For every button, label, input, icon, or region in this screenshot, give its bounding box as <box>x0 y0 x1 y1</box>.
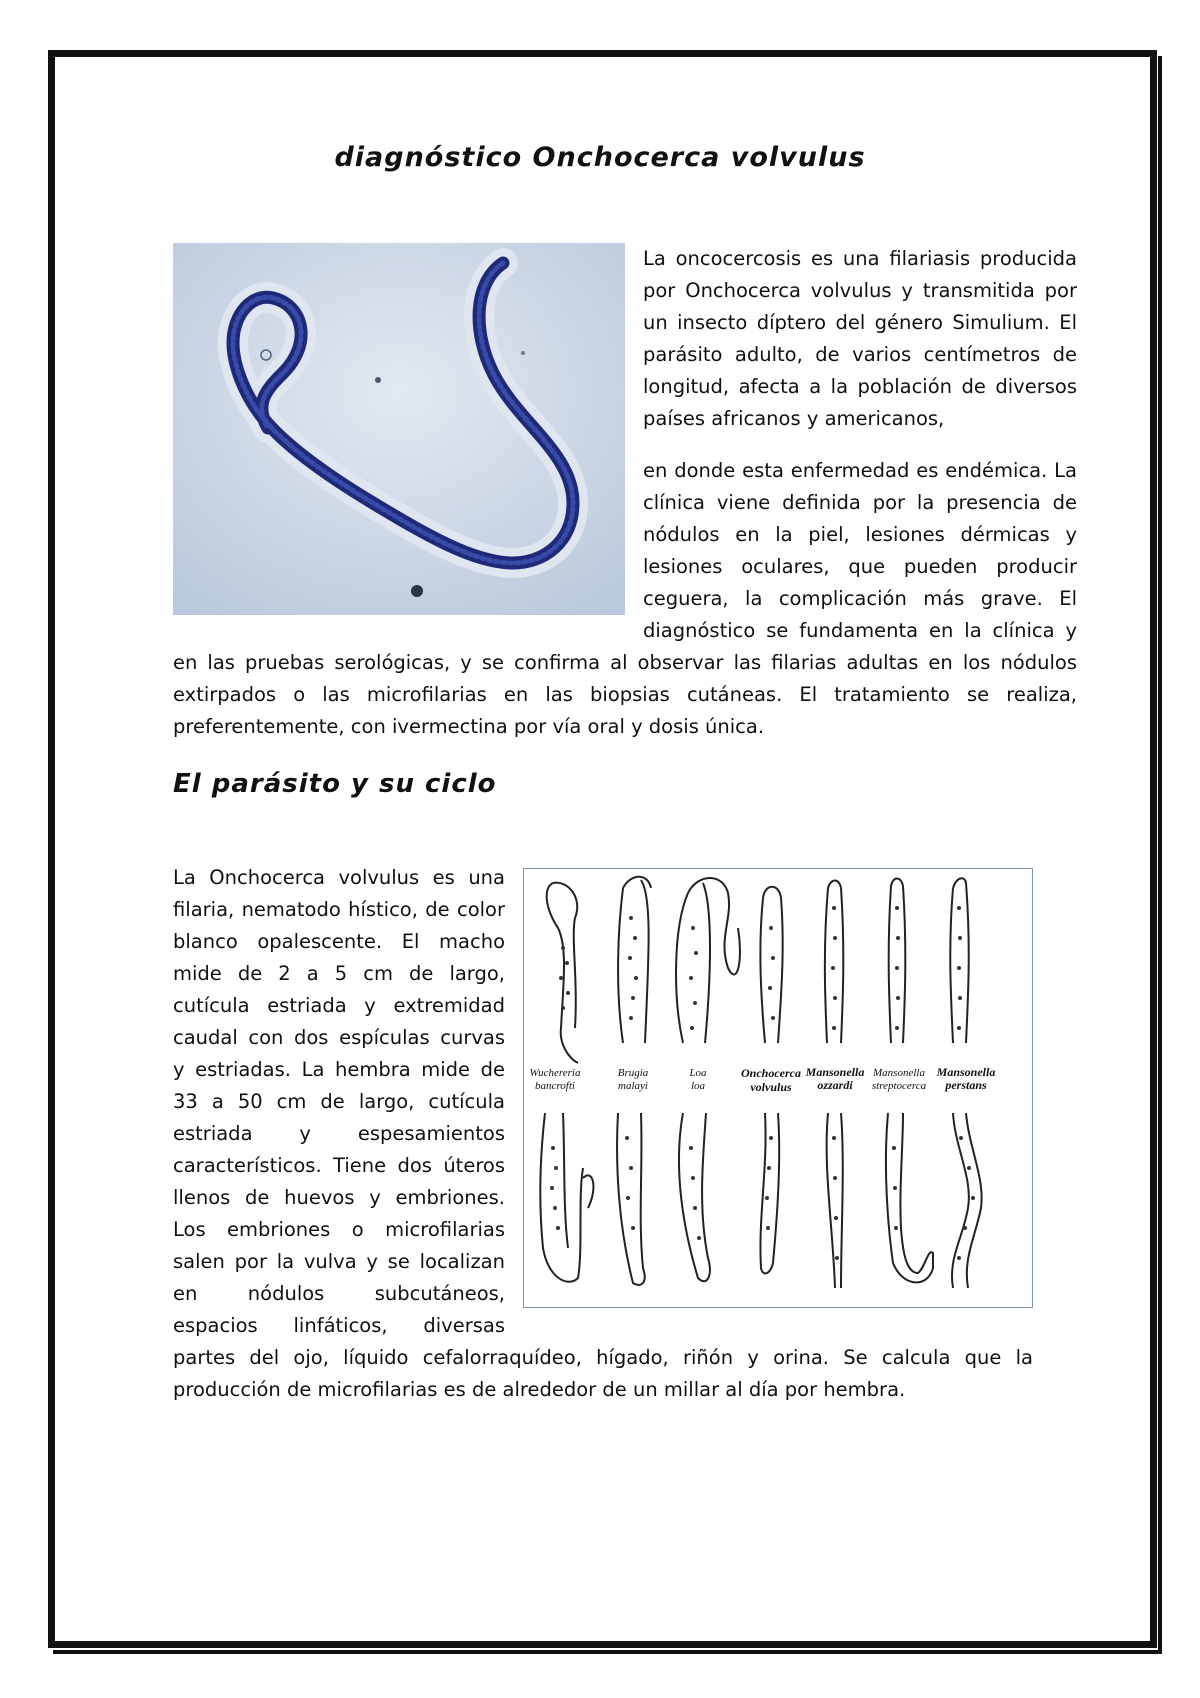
intro-paragraph-part-a: La oncocercosis es una filariasis producida por Onchocerca volvulus y transmitida por un insecto díptero del género Simulium. El parásito adulto, de varios centímetros de longitud, afecta a la población de diversos países africanos y americanos, <box>643 247 1077 430</box>
label-ozzardi: ozzardi <box>817 1078 853 1092</box>
parasite-paragraph <box>173 862 1033 1406</box>
intro-paragraph-part-b: en donde esta enfermedad es endémica. La clínica viene definida por la presencia de nódulos en la piel, lesiones dérmicas y lesiones oculares, que pueden producir ceguera, la complicación más grave. El diagnóstico se fundamenta en la clínica y en las pruebas serológicas, y se confirma al observar las filarias adultas en los nódulos extirpados o las microfilarias en las biopsias cutáneas. El tratamiento se realiza, preferentemente, con ivermectina por vía oral y dosis única. <box>173 459 1077 738</box>
label-streptocerca: streptocerca <box>871 1080 927 1092</box>
label-brugia: Brugia <box>617 1067 649 1079</box>
label-volvulus: volvulus <box>750 1080 792 1094</box>
intro-paragraph <box>173 243 1077 743</box>
label-wuchereria: Wuchereria <box>529 1067 581 1079</box>
parasite-paragraph-text: La Onchocerca volvulus es una filaria, nematodo hístico, de color blanco opalescente. El macho mide de 2 a 5 cm de largo, cutícula estriada y extremidad caudal con dos espículas curvas y estriadas. La hembra mide de 33 a 50 cm de largo, cutícula estriada y espesamientos característicos. Tiene dos úteros llenos de huevos y embriones. Los embriones o microfilarias salen por la vulva y se localizan en nódulos subcutáneos, espacios linfáticos, diversas partes del ojo, líquido cefalorraquídeo, hígado, riñón y orina. Se calcula que la producción de microfilarias es de alrededor de un millar al día por hembra. <box>173 866 1033 1401</box>
label-mansonella-1: Mansonella <box>805 1065 865 1079</box>
document-title: diagnóstico Onchocerca volvulus <box>334 142 866 173</box>
label-loa: Loa <box>689 1067 707 1079</box>
label-malayi: malayi <box>618 1080 648 1092</box>
label-mansonella-2: Mansonella <box>873 1067 925 1079</box>
label-loa-2: loa <box>690 1080 706 1092</box>
section-heading: El parásito y su ciclo <box>173 769 497 799</box>
label-onchocerca: Onchocerca <box>741 1066 801 1080</box>
label-bancrofti: bancrofti <box>535 1080 575 1092</box>
label-mansonella-3: Mansonella <box>936 1065 996 1079</box>
label-perstans: perstans <box>945 1078 987 1092</box>
microfilaria-comparison-figure <box>523 868 1033 1308</box>
micrograph-image <box>173 243 625 615</box>
